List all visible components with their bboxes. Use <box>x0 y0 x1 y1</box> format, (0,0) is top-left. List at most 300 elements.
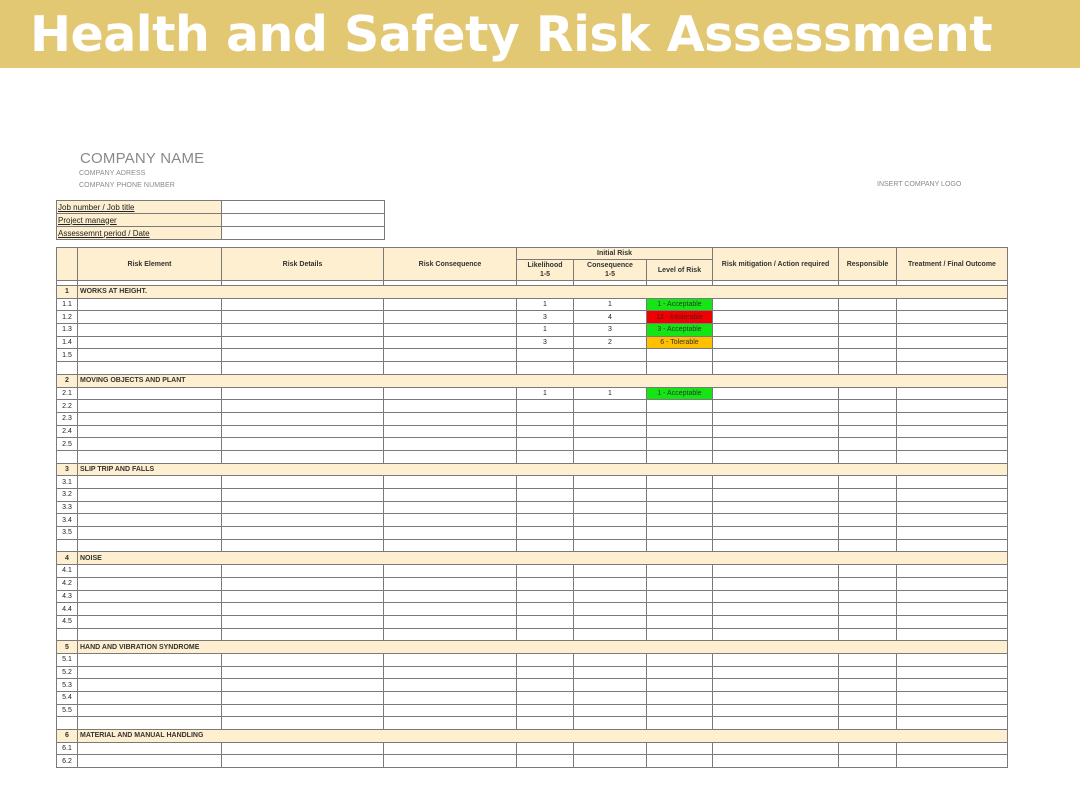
consequence-cell[interactable] <box>574 577 647 590</box>
responsible-cell[interactable] <box>839 653 897 666</box>
treatment-cell[interactable] <box>897 704 1008 717</box>
mitigation-cell[interactable] <box>713 362 839 375</box>
treatment-cell[interactable] <box>897 400 1008 413</box>
risk-details-cell[interactable] <box>222 539 384 552</box>
consequence-cell[interactable] <box>574 527 647 540</box>
treatment-cell[interactable] <box>897 476 1008 489</box>
risk-element-cell[interactable] <box>78 692 222 705</box>
likelihood-cell[interactable] <box>517 400 574 413</box>
responsible-cell[interactable] <box>839 679 897 692</box>
risk-details-cell[interactable] <box>222 527 384 540</box>
risk-details-cell[interactable] <box>222 412 384 425</box>
level-of-risk-cell: 1 - Acceptable <box>647 387 713 400</box>
risk-element-cell[interactable] <box>78 679 222 692</box>
risk-element-cell[interactable] <box>78 565 222 578</box>
responsible-cell[interactable] <box>839 628 897 641</box>
section-row <box>57 463 1008 476</box>
risk-details-cell[interactable] <box>222 603 384 616</box>
consequence-cell[interactable] <box>574 666 647 679</box>
consequence-cell[interactable] <box>574 489 647 502</box>
treatment-cell[interactable] <box>897 577 1008 590</box>
risk-consequence-cell[interactable] <box>384 527 517 540</box>
responsible-cell[interactable] <box>839 539 897 552</box>
risk-element-cell[interactable] <box>78 489 222 502</box>
likelihood-cell[interactable]: 3 <box>517 336 574 349</box>
mitigation-cell[interactable] <box>713 311 839 324</box>
mitigation-cell[interactable] <box>713 501 839 514</box>
risk-consequence-cell[interactable] <box>384 577 517 590</box>
risk-element-cell[interactable] <box>78 704 222 717</box>
likelihood-cell[interactable] <box>517 412 574 425</box>
row-id: 3.2 <box>57 489 78 502</box>
likelihood-cell[interactable] <box>517 450 574 463</box>
section-title: MATERIAL AND MANUAL HANDLING <box>78 730 1008 743</box>
risk-element-cell[interactable] <box>78 501 222 514</box>
treatment-cell[interactable] <box>897 450 1008 463</box>
responsible-cell[interactable] <box>839 489 897 502</box>
risk-element-cell[interactable] <box>78 387 222 400</box>
risk-details-cell[interactable] <box>222 450 384 463</box>
risk-details-cell[interactable] <box>222 514 384 527</box>
risk-details-cell[interactable] <box>222 577 384 590</box>
responsible-cell[interactable] <box>839 298 897 311</box>
likelihood-cell[interactable] <box>517 717 574 730</box>
risk-element-cell[interactable] <box>78 476 222 489</box>
risk-element-cell[interactable] <box>78 362 222 375</box>
risk-element-cell[interactable] <box>78 324 222 337</box>
likelihood-cell[interactable]: 3 <box>517 311 574 324</box>
row-id: 1.5 <box>57 349 78 362</box>
risk-consequence-cell[interactable] <box>384 742 517 755</box>
risk-consequence-cell[interactable] <box>384 412 517 425</box>
responsible-cell[interactable] <box>839 438 897 451</box>
risk-element-cell[interactable] <box>78 311 222 324</box>
consequence-cell[interactable] <box>574 742 647 755</box>
consequence-cell[interactable] <box>574 362 647 375</box>
consequence-cell[interactable] <box>574 755 647 768</box>
risk-details-cell[interactable] <box>222 565 384 578</box>
consequence-cell[interactable] <box>574 692 647 705</box>
treatment-cell[interactable] <box>897 653 1008 666</box>
risk-consequence-cell[interactable] <box>384 387 517 400</box>
likelihood-range: 1-5 <box>539 271 551 278</box>
likelihood-cell[interactable]: 1 <box>517 298 574 311</box>
consequence-cell[interactable] <box>574 603 647 616</box>
risk-assessment-table <box>56 247 1008 768</box>
risk-details-cell[interactable] <box>222 336 384 349</box>
treatment-cell[interactable] <box>897 527 1008 540</box>
responsible-cell[interactable] <box>839 349 897 362</box>
mitigation-cell[interactable] <box>713 717 839 730</box>
risk-consequence-cell[interactable] <box>384 628 517 641</box>
consequence-cell[interactable]: 1 <box>574 387 647 400</box>
risk-element-cell[interactable] <box>78 425 222 438</box>
risk-consequence-cell[interactable] <box>384 539 517 552</box>
treatment-cell[interactable] <box>897 425 1008 438</box>
risk-consequence-cell[interactable] <box>384 438 517 451</box>
risk-details-cell[interactable] <box>222 717 384 730</box>
consequence-cell[interactable]: 4 <box>574 311 647 324</box>
risk-element-cell[interactable] <box>78 298 222 311</box>
likelihood-cell[interactable] <box>517 362 574 375</box>
consequence-cell[interactable] <box>574 539 647 552</box>
risk-consequence-cell[interactable] <box>384 704 517 717</box>
likelihood-cell[interactable] <box>517 438 574 451</box>
treatment-cell[interactable] <box>897 501 1008 514</box>
risk-consequence-cell[interactable] <box>384 692 517 705</box>
treatment-cell[interactable] <box>897 336 1008 349</box>
table-row <box>57 438 1008 451</box>
level-of-risk-cell <box>647 615 713 628</box>
table-row <box>57 742 1008 755</box>
mitigation-cell[interactable] <box>713 653 839 666</box>
assessment-period-field[interactable] <box>222 227 385 240</box>
mitigation-cell[interactable] <box>713 324 839 337</box>
responsible-cell[interactable] <box>839 755 897 768</box>
likelihood-cell[interactable] <box>517 603 574 616</box>
risk-details-cell[interactable] <box>222 425 384 438</box>
mitigation-cell[interactable] <box>713 615 839 628</box>
risk-element-cell[interactable] <box>78 666 222 679</box>
treatment-cell[interactable] <box>897 362 1008 375</box>
risk-consequence-cell[interactable] <box>384 717 517 730</box>
job-number-label: Job number / Job title <box>57 201 222 214</box>
risk-element-cell[interactable] <box>78 349 222 362</box>
risk-details-cell[interactable] <box>222 476 384 489</box>
risk-element-cell[interactable] <box>78 577 222 590</box>
responsible-cell[interactable] <box>839 603 897 616</box>
mitigation-cell[interactable] <box>713 336 839 349</box>
likelihood-cell[interactable] <box>517 692 574 705</box>
risk-element-cell[interactable] <box>78 615 222 628</box>
consequence-cell[interactable] <box>574 349 647 362</box>
risk-element-cell[interactable] <box>78 590 222 603</box>
responsible-cell[interactable] <box>839 501 897 514</box>
table-row <box>57 298 1008 311</box>
level-of-risk-cell <box>647 362 713 375</box>
responsible-cell[interactable] <box>839 590 897 603</box>
risk-consequence-cell[interactable] <box>384 590 517 603</box>
risk-details-cell[interactable] <box>222 438 384 451</box>
consequence-cell[interactable]: 1 <box>574 298 647 311</box>
risk-element-cell[interactable] <box>78 527 222 540</box>
consequence-cell[interactable] <box>574 514 647 527</box>
responsible-cell[interactable] <box>839 514 897 527</box>
mitigation-cell[interactable] <box>713 755 839 768</box>
treatment-cell[interactable] <box>897 755 1008 768</box>
risk-consequence-cell[interactable] <box>384 603 517 616</box>
responsible-cell[interactable] <box>839 704 897 717</box>
row-id: 6.1 <box>57 742 78 755</box>
treatment-cell[interactable] <box>897 539 1008 552</box>
treatment-cell[interactable] <box>897 387 1008 400</box>
responsible-cell[interactable] <box>839 717 897 730</box>
responsible-cell[interactable] <box>839 362 897 375</box>
responsible-cell[interactable] <box>839 400 897 413</box>
mitigation-cell[interactable] <box>713 400 839 413</box>
treatment-cell[interactable] <box>897 679 1008 692</box>
treatment-cell[interactable] <box>897 692 1008 705</box>
risk-details-cell[interactable] <box>222 311 384 324</box>
likelihood-cell[interactable] <box>517 615 574 628</box>
risk-consequence-cell[interactable] <box>384 400 517 413</box>
responsible-cell[interactable] <box>839 742 897 755</box>
treatment-cell[interactable] <box>897 565 1008 578</box>
table-row <box>57 666 1008 679</box>
mitigation-cell[interactable] <box>713 489 839 502</box>
consequence-cell[interactable] <box>574 425 647 438</box>
responsible-cell[interactable] <box>839 324 897 337</box>
treatment-cell[interactable] <box>897 717 1008 730</box>
likelihood-cell[interactable] <box>517 539 574 552</box>
page-title: Health and Safety Risk Assessment <box>30 6 993 63</box>
risk-consequence-cell[interactable] <box>384 298 517 311</box>
mitigation-cell[interactable] <box>713 742 839 755</box>
risk-details-cell[interactable] <box>222 653 384 666</box>
treatment-cell[interactable] <box>897 514 1008 527</box>
risk-element-cell[interactable] <box>78 742 222 755</box>
risk-consequence-cell[interactable] <box>384 615 517 628</box>
mitigation-cell[interactable] <box>713 527 839 540</box>
treatment-cell[interactable] <box>897 628 1008 641</box>
consequence-cell[interactable] <box>574 565 647 578</box>
treatment-cell[interactable] <box>897 603 1008 616</box>
risk-consequence-cell[interactable] <box>384 336 517 349</box>
row-id: 5.3 <box>57 679 78 692</box>
treatment-cell[interactable] <box>897 298 1008 311</box>
consequence-cell[interactable]: 2 <box>574 336 647 349</box>
likelihood-cell[interactable] <box>517 349 574 362</box>
risk-details-cell[interactable] <box>222 324 384 337</box>
risk-consequence-cell[interactable] <box>384 362 517 375</box>
table-row <box>57 387 1008 400</box>
risk-consequence-cell[interactable] <box>384 679 517 692</box>
consequence-cell[interactable] <box>574 476 647 489</box>
responsible-cell[interactable] <box>839 311 897 324</box>
mitigation-cell[interactable] <box>713 412 839 425</box>
risk-element-cell[interactable] <box>78 438 222 451</box>
consequence-cell[interactable] <box>574 590 647 603</box>
treatment-cell[interactable] <box>897 615 1008 628</box>
treatment-cell[interactable] <box>897 349 1008 362</box>
job-number-field[interactable] <box>222 201 385 214</box>
mitigation-cell[interactable] <box>713 298 839 311</box>
level-of-risk-cell <box>647 717 713 730</box>
likelihood-cell[interactable] <box>517 476 574 489</box>
risk-consequence-cell[interactable] <box>384 565 517 578</box>
likelihood-cell[interactable]: 1 <box>517 324 574 337</box>
responsible-cell[interactable] <box>839 577 897 590</box>
consequence-cell[interactable] <box>574 501 647 514</box>
responsible-cell[interactable] <box>839 412 897 425</box>
consequence-cell[interactable]: 3 <box>574 324 647 337</box>
risk-element-cell[interactable] <box>78 412 222 425</box>
risk-consequence-cell[interactable] <box>384 311 517 324</box>
consequence-cell[interactable] <box>574 704 647 717</box>
consequence-cell[interactable] <box>574 438 647 451</box>
level-of-risk-cell <box>647 755 713 768</box>
likelihood-cell[interactable] <box>517 489 574 502</box>
section-title: HAND AND VIBRATION SYNDROME <box>78 641 1008 654</box>
likelihood-cell[interactable] <box>517 501 574 514</box>
mitigation-cell[interactable] <box>713 425 839 438</box>
likelihood-cell[interactable] <box>517 704 574 717</box>
risk-details-cell[interactable] <box>222 400 384 413</box>
likelihood-cell[interactable] <box>517 527 574 540</box>
level-of-risk-cell <box>647 565 713 578</box>
level-of-risk-cell <box>647 501 713 514</box>
likelihood-cell[interactable] <box>517 565 574 578</box>
mitigation-cell[interactable] <box>713 704 839 717</box>
responsible-cell[interactable] <box>839 615 897 628</box>
responsible-cell[interactable] <box>839 565 897 578</box>
mitigation-cell[interactable] <box>713 679 839 692</box>
risk-details-cell[interactable] <box>222 742 384 755</box>
consequence-cell[interactable] <box>574 400 647 413</box>
risk-details-cell[interactable] <box>222 387 384 400</box>
mitigation-cell[interactable] <box>713 692 839 705</box>
risk-details-cell[interactable] <box>222 362 384 375</box>
risk-consequence-cell[interactable] <box>384 755 517 768</box>
likelihood-cell[interactable] <box>517 666 574 679</box>
header-initial-risk: Initial Risk <box>517 248 713 260</box>
likelihood-label: Likelihood <box>527 262 563 269</box>
risk-consequence-cell[interactable] <box>384 425 517 438</box>
table-row <box>57 362 1008 375</box>
risk-element-cell[interactable] <box>78 514 222 527</box>
table-row <box>57 311 1008 324</box>
risk-details-cell[interactable] <box>222 692 384 705</box>
risk-details-cell[interactable] <box>222 704 384 717</box>
likelihood-cell[interactable] <box>517 742 574 755</box>
table-row <box>57 628 1008 641</box>
consequence-cell[interactable] <box>574 412 647 425</box>
mitigation-cell[interactable] <box>713 628 839 641</box>
risk-consequence-cell[interactable] <box>384 324 517 337</box>
table-row <box>57 679 1008 692</box>
risk-details-cell[interactable] <box>222 666 384 679</box>
risk-element-cell[interactable] <box>78 653 222 666</box>
level-of-risk-cell <box>647 603 713 616</box>
treatment-cell[interactable] <box>897 666 1008 679</box>
level-of-risk-cell <box>647 704 713 717</box>
risk-details-cell[interactable] <box>222 298 384 311</box>
row-id <box>57 539 78 552</box>
mitigation-cell[interactable] <box>713 476 839 489</box>
treatment-cell[interactable] <box>897 438 1008 451</box>
risk-consequence-cell[interactable] <box>384 666 517 679</box>
row-id: 1.1 <box>57 298 78 311</box>
responsible-cell[interactable] <box>839 387 897 400</box>
risk-details-cell[interactable] <box>222 501 384 514</box>
risk-details-cell[interactable] <box>222 615 384 628</box>
likelihood-cell[interactable] <box>517 425 574 438</box>
likelihood-cell[interactable] <box>517 514 574 527</box>
risk-details-cell[interactable] <box>222 349 384 362</box>
mitigation-cell[interactable] <box>713 387 839 400</box>
mitigation-cell[interactable] <box>713 565 839 578</box>
mitigation-cell[interactable] <box>713 577 839 590</box>
header-consequence <box>574 260 647 281</box>
likelihood-cell[interactable] <box>517 653 574 666</box>
risk-consequence-cell[interactable] <box>384 476 517 489</box>
risk-details-cell[interactable] <box>222 628 384 641</box>
risk-element-cell[interactable] <box>78 603 222 616</box>
risk-details-cell[interactable] <box>222 489 384 502</box>
treatment-cell[interactable] <box>897 324 1008 337</box>
treatment-cell[interactable] <box>897 412 1008 425</box>
likelihood-cell[interactable] <box>517 755 574 768</box>
responsible-cell[interactable] <box>839 336 897 349</box>
treatment-cell[interactable] <box>897 311 1008 324</box>
responsible-cell[interactable] <box>839 527 897 540</box>
mitigation-cell[interactable] <box>713 349 839 362</box>
risk-details-cell[interactable] <box>222 590 384 603</box>
row-id: 4.5 <box>57 615 78 628</box>
responsible-cell[interactable] <box>839 450 897 463</box>
level-of-risk-cell <box>647 666 713 679</box>
treatment-cell[interactable] <box>897 742 1008 755</box>
row-id <box>57 717 78 730</box>
responsible-cell[interactable] <box>839 476 897 489</box>
consequence-cell[interactable] <box>574 615 647 628</box>
risk-element-cell[interactable] <box>78 400 222 413</box>
treatment-cell[interactable] <box>897 590 1008 603</box>
likelihood-cell[interactable]: 1 <box>517 387 574 400</box>
risk-element-cell[interactable] <box>78 717 222 730</box>
responsible-cell[interactable] <box>839 692 897 705</box>
mitigation-cell[interactable] <box>713 603 839 616</box>
project-manager-field[interactable] <box>222 214 385 227</box>
consequence-cell[interactable] <box>574 679 647 692</box>
consequence-cell[interactable] <box>574 450 647 463</box>
row-id: 5.5 <box>57 704 78 717</box>
row-id: 4.3 <box>57 590 78 603</box>
mitigation-cell[interactable] <box>713 539 839 552</box>
level-of-risk-cell: 6 - Tolerable <box>647 336 713 349</box>
risk-consequence-cell[interactable] <box>384 653 517 666</box>
risk-element-cell[interactable] <box>78 450 222 463</box>
risk-consequence-cell[interactable] <box>384 450 517 463</box>
risk-consequence-cell[interactable] <box>384 501 517 514</box>
risk-consequence-cell[interactable] <box>384 489 517 502</box>
risk-element-cell[interactable] <box>78 755 222 768</box>
mitigation-cell[interactable] <box>713 438 839 451</box>
consequence-cell[interactable] <box>574 628 647 641</box>
risk-element-cell[interactable] <box>78 336 222 349</box>
likelihood-cell[interactable] <box>517 628 574 641</box>
risk-details-cell[interactable] <box>222 755 384 768</box>
consequence-cell[interactable] <box>574 653 647 666</box>
risk-details-cell[interactable] <box>222 679 384 692</box>
mitigation-cell[interactable] <box>713 450 839 463</box>
likelihood-cell[interactable] <box>517 577 574 590</box>
risk-table-body <box>57 281 1008 768</box>
mitigation-cell[interactable] <box>713 590 839 603</box>
consequence-cell[interactable] <box>574 717 647 730</box>
responsible-cell[interactable] <box>839 425 897 438</box>
mitigation-cell[interactable] <box>713 666 839 679</box>
treatment-cell[interactable] <box>897 489 1008 502</box>
risk-consequence-cell[interactable] <box>384 349 517 362</box>
risk-element-cell[interactable] <box>78 539 222 552</box>
risk-element-cell[interactable] <box>78 628 222 641</box>
likelihood-cell[interactable] <box>517 679 574 692</box>
likelihood-cell[interactable] <box>517 590 574 603</box>
responsible-cell[interactable] <box>839 666 897 679</box>
mitigation-cell[interactable] <box>713 514 839 527</box>
risk-consequence-cell[interactable] <box>384 514 517 527</box>
